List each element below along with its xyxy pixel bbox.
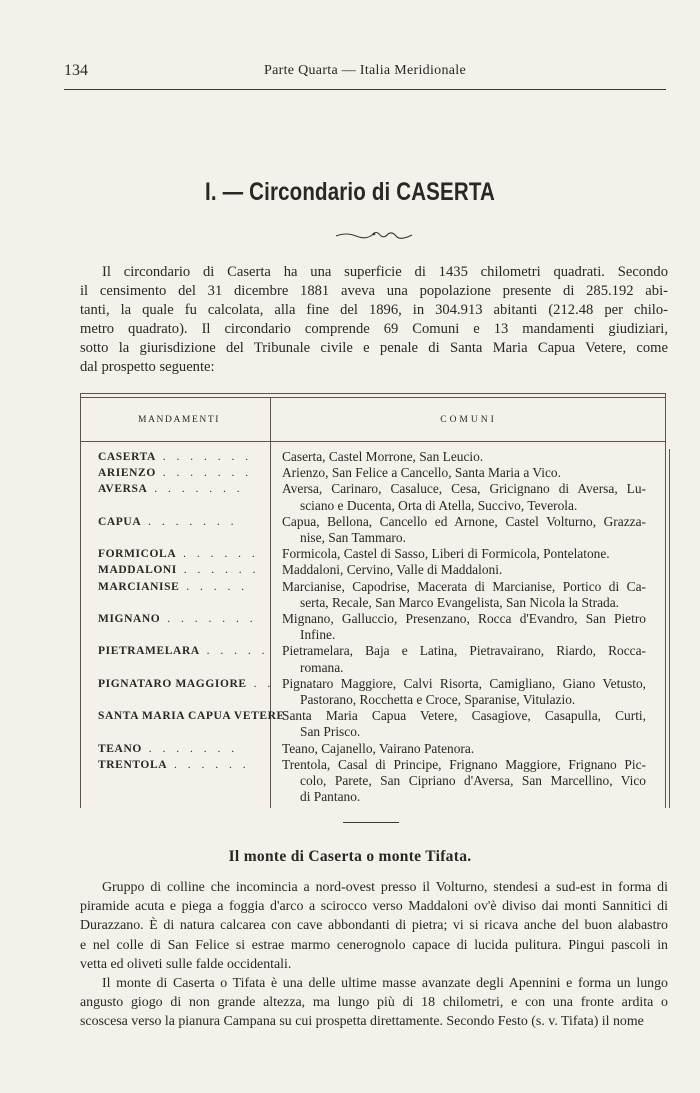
comuni-list (282, 562, 646, 578)
comuni-line: Trentola, Casal di Principe, Frignano Maggiore, Frignano Pic- (282, 756, 646, 772)
body-line: Gruppo di colline che incomincia a nord-ovest presso il Volturno, stendesi a sud-est in forma di (102, 880, 668, 895)
mandamento-label: FORMICOLA (98, 548, 177, 561)
leader-dots: . . . . . (179, 580, 249, 593)
mandamento-label: AVERSA (98, 483, 148, 496)
body-line: scoscesa verso la pianura Campana su cui prospetta direttamente. Secondo Festo (s. v. Tifata) il nome (80, 1014, 644, 1030)
comuni-list (282, 481, 646, 513)
intro-line: Il circondario di Caserta ha una superficie di 1435 chilometri quadrati. Secondo (102, 264, 668, 280)
comuni-list (282, 579, 646, 611)
intro-paragraph (80, 263, 668, 377)
intro-line: tanti, la quale fu calcolata, alla fine del 1896, in 304.913 abitanti (212.48 per chilo- (80, 302, 668, 318)
leader-dots: . . . . . . . (160, 613, 257, 625)
comuni-line: sciano e Ducenta, Orta di Atella, Succivo, Teverola. (300, 497, 578, 513)
intro-line: metro quadrato). Il circondario comprende 69 Comuni e 13 mandamenti giudiziari, (80, 321, 668, 337)
table-top-rule-inner (80, 397, 666, 398)
body-line: e nel colle di San Felice si estrae marmo cenerognolo capace di lucida pulitura. Pingui pascoli in (80, 937, 668, 953)
table-right-border (665, 393, 666, 808)
comuni-list (282, 465, 646, 481)
comuni-list (282, 676, 646, 708)
running-title: Parte Quarta — Italia Meridionale (264, 63, 466, 78)
comuni-line: Arienzo, San Felice a Cancello, Santa Maria a Vico. (282, 465, 561, 481)
body-line: Il monte di Caserta o Tifata è una delle ultime masse avanzate degli Apennini e forma un lungo (102, 976, 668, 992)
intro-line: dal prospetto seguente: (80, 359, 215, 375)
comuni-line: di Pantano. (300, 789, 361, 805)
leader-dots: . . . . . . . (155, 451, 253, 463)
mandamento-label: CASERTA (98, 451, 156, 463)
mandamento-name (98, 708, 285, 724)
comuni-line: Marcianise, Capodrise, Macerata di Marcianise, Portico di Ca- (282, 578, 646, 594)
comuni-line: colo, Parete, San Cipriano d'Aversa, San Marcellino, Vico (300, 773, 646, 788)
mandamento-name (98, 757, 263, 773)
intro-line: sotto la giurisdizione del Tribunale civile e penale di Santa Maria Capua Vetere, come (80, 340, 668, 356)
comuni-line: serta, Recale, San Marco Evangelista, San Nicola la Strada. (300, 594, 620, 610)
comuni-line: Aversa, Carinaro, Casaluce, Cesa, Gricignano di Aversa, Lu- (282, 481, 646, 497)
comuni-line: nise, San Tammaro. (300, 530, 406, 545)
comuni-line: Maddaloni, Cervino, Valle di Maddaloni. (282, 562, 503, 578)
page-number: 134 (64, 62, 88, 79)
leader-dots: . . . . . . . (155, 467, 253, 480)
mandamento-name (98, 546, 263, 562)
mandamento-label: TRENTOLA (98, 758, 168, 771)
mandamento-label: ARIENZO (98, 467, 156, 480)
mandamento-label: PIGNATARO MAGGIORE (98, 677, 247, 690)
comuni-list (282, 708, 646, 740)
body-line: vetta ed oliveti sulle falde occidentali. (80, 956, 292, 972)
mandamento-name (98, 676, 275, 692)
body-paragraphs (80, 878, 668, 1032)
comuni-line: Infine. (300, 627, 336, 643)
leader-dots: . . . . . . . (147, 483, 244, 496)
header-rule (64, 89, 666, 90)
table-left-border (80, 393, 81, 808)
table-header-comuni: COMUNI (440, 415, 497, 425)
mandamento-name (98, 643, 269, 659)
chapter-title: I. — Circondario di CASERTA (205, 178, 495, 206)
comuni-list (282, 643, 646, 675)
leader-dots: . . . . . . (176, 564, 260, 577)
mandamento-label: TEANO (98, 742, 142, 755)
mandamenti-table (80, 393, 666, 808)
comuni-line: Teano, Cajanello, Vairano Patenora. (282, 740, 475, 756)
body-line: Durazzano. È di natura calcarea con cave abbondanti di pietra; vi si ricava anche del buon alabastro (80, 918, 668, 934)
comuni-line: Pastorano, Rocchetta e Croce, Sparanise, Vitulazio. (300, 692, 576, 707)
mandamento-name (98, 481, 263, 497)
leader-dots: . . . . . (199, 645, 269, 658)
comuni-list (282, 449, 646, 465)
comuni-line: Caserta, Castel Morrone, San Leucio. (282, 449, 484, 464)
mandamento-name (98, 562, 263, 578)
body-line: piramide acuta e piega a foggia d'arco a scirocco verso Maddaloni ov'è diviso dai monti Sannitici di (80, 899, 668, 915)
leader-dots: . . (246, 677, 275, 690)
mandamento-name (98, 611, 263, 627)
body-line: angusto giogo di non grande altezza, ma lungo più di 18 chilometri, e con una fronte ardita o (80, 995, 668, 1011)
leader-dots: . . . . . . . (141, 515, 238, 528)
table-header-mandamenti: MANDAMENTI (138, 415, 220, 425)
comuni-line: Pietramelara, Baja e Latina, Pietravairano, Riardo, Rocca- (282, 643, 646, 659)
mandamento-label: MIGNANO (98, 613, 161, 625)
leader-dots: . . . . . . . (141, 742, 239, 755)
comuni-line: Formicola, Castel di Sasso, Liberi di Formicola, Pontelatone. (282, 546, 610, 562)
mandamento-label: MARCIANISE (98, 580, 180, 593)
mandamento-label: MADDALONI (98, 564, 177, 577)
comuni-line: Pignataro Maggiore, Calvi Risorta, Camigliano, Giano Vetusto, (282, 675, 646, 691)
table-column-divider (270, 397, 271, 808)
mandamento-name (98, 449, 263, 465)
comuni-list (282, 611, 646, 643)
section-title: Il monte di Caserta o monte Tifata. (228, 848, 472, 865)
section-divider (343, 822, 399, 823)
comuni-list (282, 741, 646, 757)
leader-dots: . . . . . . (176, 548, 259, 561)
ornament-flourish-icon (334, 228, 414, 242)
mandamento-name (98, 465, 263, 481)
running-head (64, 62, 666, 82)
comuni-line: Capua, Bellona, Cancello ed Arnone, Castel Volturno, Grazza- (282, 513, 646, 529)
table-top-rule (80, 393, 666, 394)
comuni-line: San Prisco. (300, 724, 361, 740)
comuni-line: Santa Maria Capua Vetere, Casagiove, Casapulla, Curti, (282, 708, 646, 724)
mandamento-label: SANTA MARIA CAPUA VETERE (98, 710, 285, 723)
comuni-list (282, 757, 646, 806)
leader-dots: . . . . . . (167, 758, 250, 771)
table-header-rule (80, 441, 666, 442)
intro-line: il censimento del 31 dicembre 1881 aveva una popolazione presente di 285.192 abi- (80, 283, 668, 299)
table-right-border-outer (669, 449, 670, 808)
mandamento-name (98, 579, 263, 595)
comuni-line: Mignano, Galluccio, Presenzano, Rocca d'Evandro, San Pietro (282, 611, 646, 626)
comuni-line: romana. (300, 659, 344, 675)
comuni-list (282, 546, 646, 562)
mandamento-name (98, 514, 263, 530)
mandamento-label: CAPUA (98, 515, 142, 528)
mandamento-name (98, 741, 263, 757)
mandamento-label: PIETRAMELARA (98, 645, 200, 658)
comuni-list (282, 514, 646, 546)
